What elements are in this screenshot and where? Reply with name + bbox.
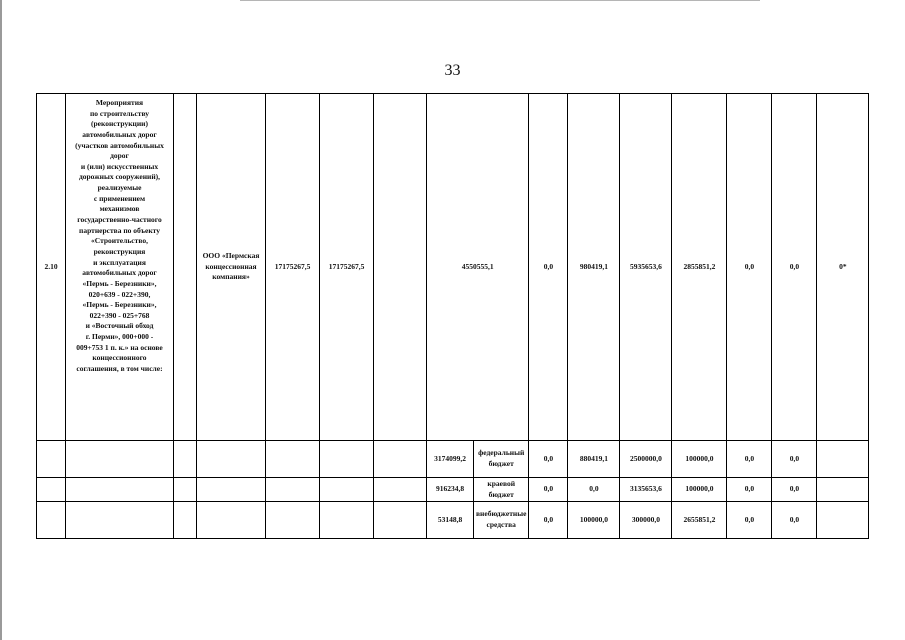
empty-cell <box>320 478 374 502</box>
empty-cell <box>197 502 266 539</box>
year-value-cell: 0,0 <box>529 441 568 478</box>
empty-cell <box>320 441 374 478</box>
empty-cell <box>374 441 427 478</box>
year-value-cell: 2655851,2 <box>672 502 727 539</box>
amount-cell: 916234,8 <box>427 478 474 502</box>
amount-cell: 4550555,1 <box>427 94 529 441</box>
empty-cell <box>174 502 197 539</box>
program-measures-table <box>36 93 869 539</box>
empty-cell <box>37 478 66 502</box>
empty-cell <box>320 502 374 539</box>
total-cost-cell: 17175267,5 <box>266 94 320 441</box>
empty-cell <box>266 441 320 478</box>
table-row-main <box>37 94 869 441</box>
year-value-cell: 100000,0 <box>568 502 620 539</box>
table-row <box>37 441 869 478</box>
empty-cell <box>174 94 197 441</box>
year-value-cell: 2500000,0 <box>620 441 672 478</box>
cost-cell: 17175267,5 <box>320 94 374 441</box>
year-value-cell: 0,0 <box>529 478 568 502</box>
funding-source-cell: краевой бюджет <box>474 478 529 502</box>
year-value-cell: 0,0 <box>772 478 817 502</box>
measure-description: Мероприятия по строительству (реконструкции) автомобильных дорог (участков автомобильных дорог и (или) искусственных дорожных сооружений), реализуемые с применением механизмов государственно-частного партнерства по объекту «Строительство, реконструкция и эксплуатация автомобильных дорог «Пермь - Березники», 020+639 - 022+390, «Пермь - Березники», 022+390 - 025+768 и «Восточный обход г. Перми», 000+000 - 009+753 1 п. к.» на основе концессионного соглашения, в том числе: <box>75 98 164 374</box>
year-value-cell: 0,0 <box>727 94 772 441</box>
empty-cell <box>174 441 197 478</box>
year-value-cell: 880419,1 <box>568 441 620 478</box>
year-value-cell: 0,0 <box>529 502 568 539</box>
empty-cell <box>174 478 197 502</box>
row-number: 2.10 <box>37 94 66 441</box>
year-value-cell: 0,0 <box>529 94 568 441</box>
empty-cell <box>266 478 320 502</box>
year-value-cell: 0,0 <box>772 94 817 441</box>
year-value-cell: 0,0 <box>772 502 817 539</box>
year-value-cell: 0,0 <box>568 478 620 502</box>
empty-cell <box>374 502 427 539</box>
year-value-cell <box>817 441 869 478</box>
year-value-cell: 300000,0 <box>620 502 672 539</box>
year-value-cell: 100000,0 <box>672 478 727 502</box>
page-number: 33 <box>444 62 461 79</box>
year-value-cell: 0* <box>817 94 869 441</box>
empty-cell <box>66 478 174 502</box>
year-value-cell: 0,0 <box>727 441 772 478</box>
funding-source-cell: федеральный бюджет <box>474 441 529 478</box>
year-value-cell: 0,0 <box>727 502 772 539</box>
amount-cell: 3174099,2 <box>427 441 474 478</box>
year-value-cell: 2855851,2 <box>672 94 727 441</box>
empty-cell <box>374 94 427 441</box>
empty-cell <box>266 502 320 539</box>
year-value-cell: 3135653,6 <box>620 478 672 502</box>
year-value-cell: 980419,1 <box>568 94 620 441</box>
empty-cell <box>374 478 427 502</box>
scan-top-edge <box>240 0 760 1</box>
empty-cell <box>197 478 266 502</box>
year-value-cell: 0,0 <box>772 441 817 478</box>
executor-cell: ООО «Пермская концессионная компания» <box>197 94 266 441</box>
table-row <box>37 478 869 502</box>
empty-cell <box>37 502 66 539</box>
year-value-cell: 0,0 <box>727 478 772 502</box>
year-value-cell <box>817 502 869 539</box>
year-value-cell: 5935653,6 <box>620 94 672 441</box>
scan-left-edge <box>0 0 2 640</box>
amount-cell: 53148,8 <box>427 502 474 539</box>
year-value-cell <box>817 478 869 502</box>
empty-cell <box>66 441 174 478</box>
funding-source-cell: внебюджетные средства <box>474 502 529 539</box>
measure-description-cell <box>66 94 174 441</box>
table-row <box>37 502 869 539</box>
empty-cell <box>37 441 66 478</box>
empty-cell <box>197 441 266 478</box>
year-value-cell: 100000,0 <box>672 441 727 478</box>
empty-cell <box>66 502 174 539</box>
